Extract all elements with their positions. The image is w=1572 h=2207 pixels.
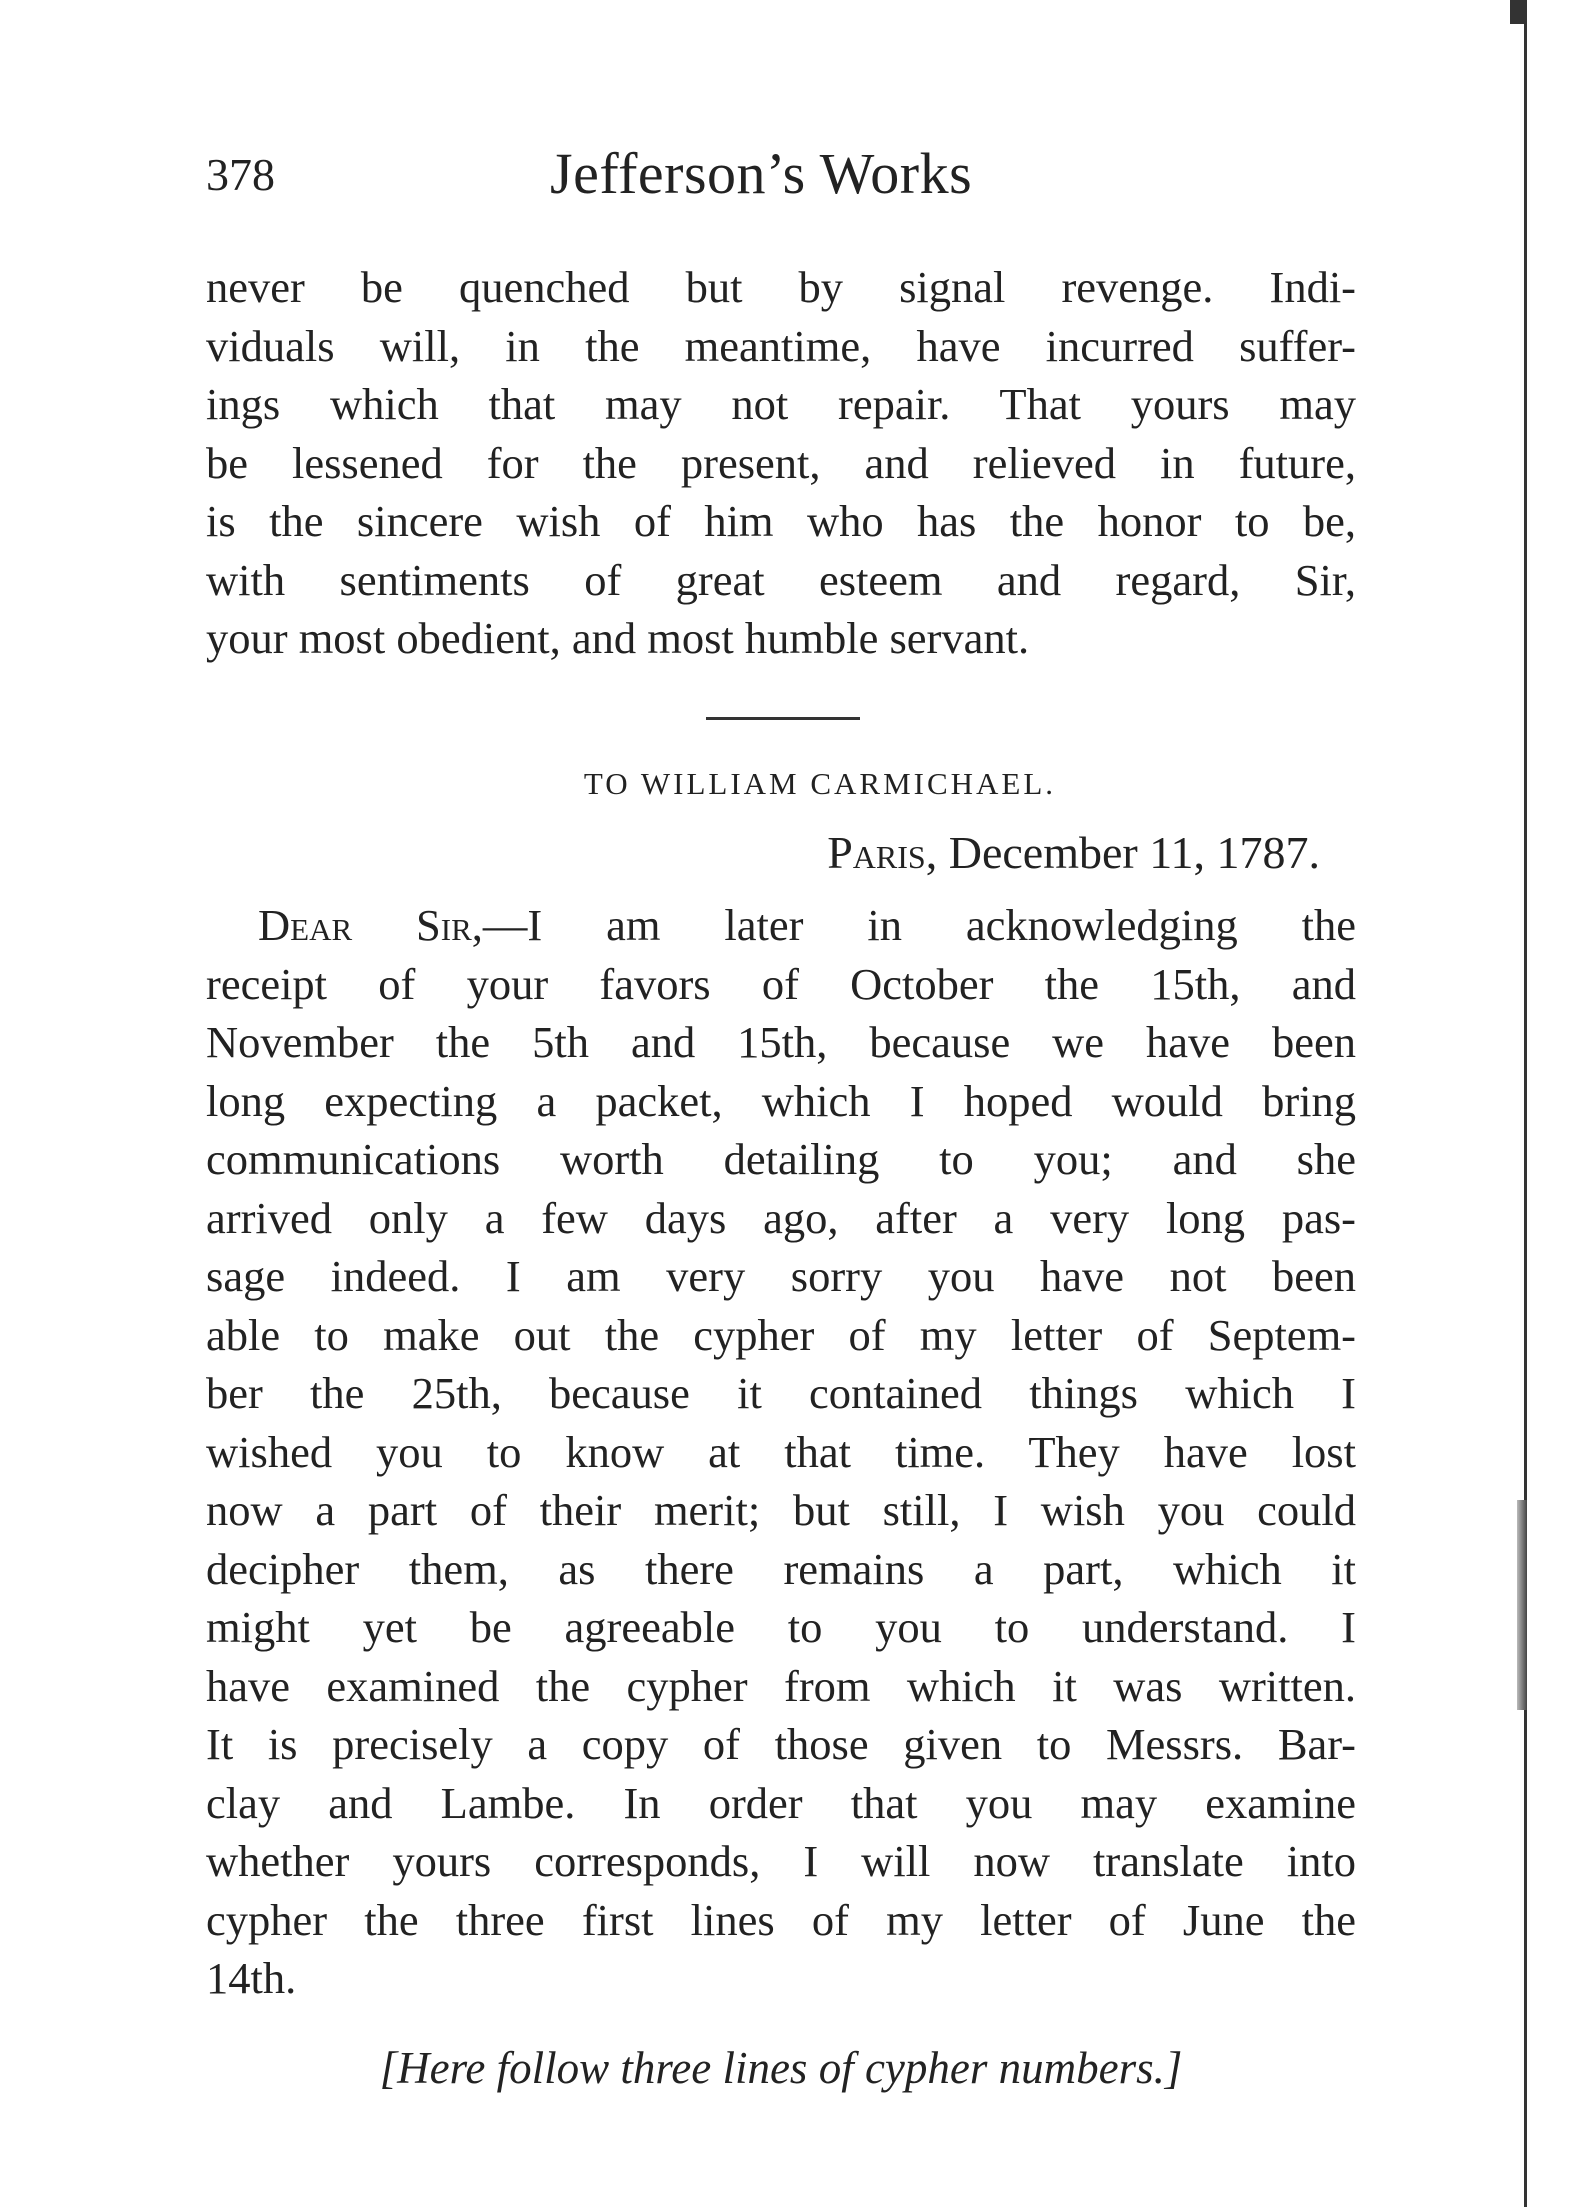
text-line: whether yours corresponds, I will now translate into xyxy=(206,1836,1356,1886)
text-line: cypher the three first lines of my letter of June the xyxy=(206,1894,1356,1945)
page-number: 378 xyxy=(206,149,275,200)
section-divider-rule xyxy=(706,717,860,720)
text-line: long expecting a packet, which I hoped would bring xyxy=(206,1075,1356,1126)
letter-heading: TO WILLIAM CARMICHAEL. xyxy=(583,766,1057,801)
text-line: with sentiments of great esteem and regard, Sir, xyxy=(206,554,1356,605)
continuation-paragraph xyxy=(206,258,1356,668)
text-line: communications worth detailing to you; and she xyxy=(206,1134,1356,1184)
editor-note: [Here follow three lines of cypher numbers.] xyxy=(379,2043,1183,2093)
text-line: arrived only a few days ago, after a very long pas- xyxy=(206,1192,1356,1243)
text-line: be lessened for the present, and relieved in future, xyxy=(206,437,1356,488)
dateline-date: , December 11, 1787. xyxy=(925,827,1320,878)
text-line: decipher them, as there remains a part, which it xyxy=(206,1543,1356,1594)
text-line: have examined the cypher from which it was written. xyxy=(206,1660,1356,1711)
text-line: viduals will, in the meantime, have incurred suffer- xyxy=(206,320,1356,371)
text-line: wished you to know at that time. They have lost xyxy=(206,1426,1356,1477)
text-line: clay and Lambe. In order that you may examine xyxy=(206,1777,1356,1828)
text-line: sage indeed. I am very sorry you have not been xyxy=(206,1251,1356,1301)
running-title: Jefferson’s Works xyxy=(550,141,973,206)
first-line-text: ,—I am later in acknowledging the xyxy=(471,900,1357,950)
running-head xyxy=(206,140,1356,220)
text-line: never be quenched but by signal revenge. Indi- xyxy=(206,262,1356,312)
letter-body xyxy=(206,896,1356,2008)
letter-dateline xyxy=(206,826,1320,879)
text-line: now a part of their merit; but still, I wish you could xyxy=(206,1485,1356,1535)
text-line: November the 5th and 15th, because we have been xyxy=(206,1017,1356,1067)
text-line: is the sincere wish of him who has the honor to be, xyxy=(206,496,1356,546)
text-line: your most obedient, and most humble servant. xyxy=(206,613,1030,663)
text-line: It is precisely a copy of those given to Messrs. Bar- xyxy=(206,1719,1356,1769)
binding-edge-line xyxy=(1524,0,1527,2207)
text-line: might yet be agreeable to you to understand. I xyxy=(206,1602,1356,1652)
text-line: receipt of your favors of October the 15th, and xyxy=(206,958,1356,1009)
text-line: able to make out the cypher of my letter of Septem- xyxy=(206,1309,1356,1360)
text-line xyxy=(206,896,1356,955)
text-line: 14th. xyxy=(206,1953,297,2003)
salutation: Dear Sir xyxy=(258,900,472,950)
binding-shadow xyxy=(1517,1500,1527,1710)
dateline-place: Paris xyxy=(827,827,926,878)
text-line: ber the 25th, because it contained things which I xyxy=(206,1368,1356,1418)
text-line: ings which that may not repair. That yours may xyxy=(206,379,1356,429)
